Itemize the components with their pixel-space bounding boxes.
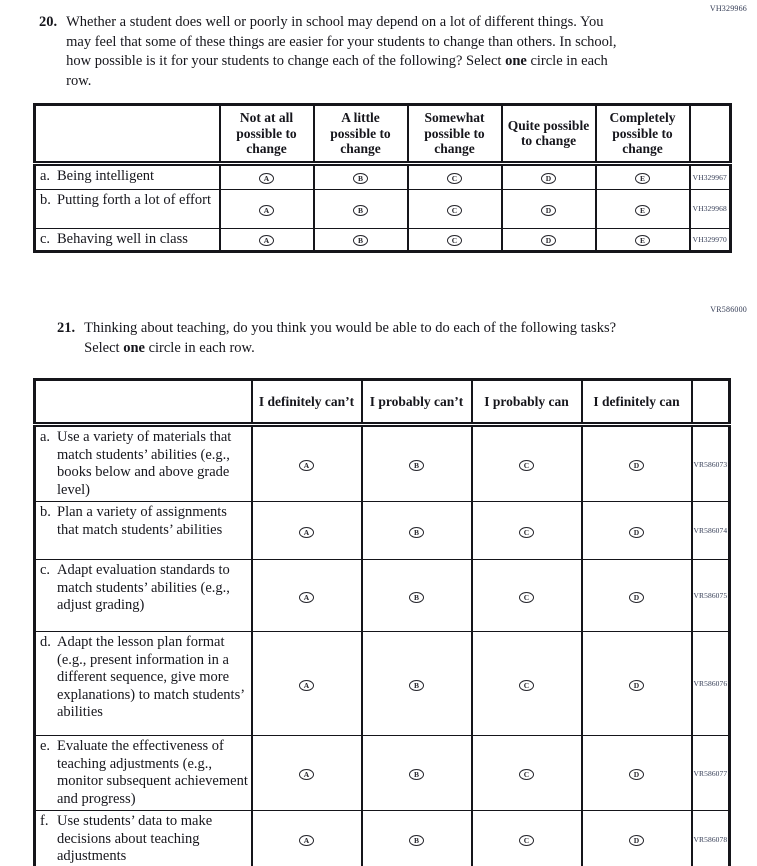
column-header-probably-cant: I probably can’t [362, 380, 472, 425]
option-circle-d[interactable]: D [629, 680, 644, 691]
question-21-response-table [33, 378, 731, 866]
row-letter: b. [40, 191, 51, 208]
column-header-definitely-can: I definitely can [582, 380, 692, 425]
option-cell [362, 560, 472, 632]
option-cell [472, 736, 582, 811]
option-cell [502, 163, 596, 189]
option-circle-b[interactable]: B [409, 592, 424, 603]
question-20-prompt [66, 13, 623, 91]
question-21-code: VR586000 [710, 305, 747, 314]
option-cell [502, 228, 596, 252]
row-label-text: Use students’ data to make decisions about teaching adjustments [57, 813, 213, 864]
option-cell [472, 811, 582, 866]
option-circle-c[interactable]: C [519, 527, 534, 538]
option-circle-a[interactable]: A [299, 460, 314, 471]
row-label-text: Behaving well in class [57, 230, 188, 247]
option-cell [314, 163, 408, 189]
option-cell [362, 425, 472, 502]
item-code: VR586077 [692, 736, 730, 811]
row-label-text: Plan a variety of assignments that match students’ abilities [57, 504, 227, 538]
table-row [35, 228, 731, 252]
option-circle-c[interactable]: C [519, 592, 534, 603]
column-header-somewhat: Somewhat possible to change [408, 105, 502, 164]
option-circle-d[interactable]: D [629, 460, 644, 471]
option-cell [220, 189, 314, 228]
table-row [35, 163, 731, 189]
option-cell [252, 425, 362, 502]
item-code: VH329970 [690, 228, 731, 252]
row-label [35, 502, 252, 560]
row-label-header [35, 380, 252, 425]
option-circle-b[interactable]: B [353, 235, 368, 246]
row-label [35, 811, 252, 866]
option-circle-d[interactable]: D [629, 769, 644, 780]
column-header-definitely-cant: I definitely can’t [252, 380, 362, 425]
option-cell [220, 228, 314, 252]
option-cell [472, 560, 582, 632]
option-circle-b[interactable]: B [409, 680, 424, 691]
option-circle-a[interactable]: A [299, 527, 314, 538]
table-row [35, 189, 731, 228]
option-cell [362, 632, 472, 736]
option-circle-c[interactable]: C [447, 173, 462, 184]
option-circle-a[interactable]: A [259, 205, 274, 216]
option-circle-c[interactable]: C [447, 235, 462, 246]
question-21-prompt-bold: one [123, 339, 145, 356]
option-cell [596, 163, 690, 189]
option-cell [502, 189, 596, 228]
option-circle-a[interactable]: A [299, 769, 314, 780]
option-cell [408, 163, 502, 189]
option-circle-b[interactable]: B [409, 769, 424, 780]
option-circle-a[interactable]: A [299, 680, 314, 691]
option-circle-b[interactable]: B [409, 460, 424, 471]
option-circle-c[interactable]: C [447, 205, 462, 216]
row-letter: d. [40, 634, 51, 650]
row-label [35, 736, 252, 811]
row-label-text: Adapt evaluation standards to match students’ abilities (e.g., adjust grading) [57, 562, 230, 613]
option-cell [252, 632, 362, 736]
row-label-header [35, 105, 220, 164]
row-label [35, 189, 220, 228]
option-circle-e[interactable]: E [635, 173, 650, 184]
question-20-prompt-text: Whether a student does well or poorly in school may depend on a lot of different things. You may feel that some of these things are easier for your students to change than others. In school, how possible is it for your students to change each of the following? Select [66, 14, 617, 69]
option-circle-d[interactable]: D [629, 527, 644, 538]
row-letter: f. [40, 813, 49, 829]
item-code: VH329968 [690, 189, 731, 228]
question-21-prompt-tail: circle in each row. [148, 339, 255, 356]
option-circle-c[interactable]: C [519, 680, 534, 691]
option-cell [472, 632, 582, 736]
question-20-response-table [33, 103, 732, 253]
question-20 [39, 13, 623, 91]
option-cell [408, 189, 502, 228]
row-letter: c. [40, 562, 51, 578]
option-cell [314, 189, 408, 228]
option-cell [596, 228, 690, 252]
option-cell [582, 632, 692, 736]
option-circle-a[interactable]: A [299, 592, 314, 603]
table-header-row [35, 380, 730, 425]
row-label-text: Being intelligent [57, 167, 155, 184]
question-20-number: 20. [39, 14, 58, 30]
row-letter: c. [40, 230, 51, 247]
column-header-a-little: A little possible to change [314, 105, 408, 164]
option-cell [252, 811, 362, 866]
question-21-prompt [84, 319, 646, 358]
option-circle-e[interactable]: E [635, 235, 650, 246]
table-row [35, 425, 730, 502]
option-circle-d[interactable]: D [541, 205, 556, 216]
option-circle-a[interactable]: A [259, 173, 274, 184]
option-circle-b[interactable]: B [353, 205, 368, 216]
option-cell [220, 163, 314, 189]
option-cell [582, 736, 692, 811]
option-cell [252, 736, 362, 811]
option-circle-d[interactable]: D [629, 835, 644, 846]
option-cell [582, 560, 692, 632]
table-row [35, 632, 730, 736]
option-cell [582, 811, 692, 866]
column-header-probably-can: I probably can [472, 380, 582, 425]
row-label-text: Use a variety of materials that match students’ abilities (e.g., books below and above grade level) [57, 429, 232, 498]
option-cell [472, 425, 582, 502]
item-code: VR586078 [692, 811, 730, 866]
option-cell [472, 502, 582, 560]
item-code-header [690, 105, 731, 164]
option-circle-b[interactable]: B [409, 527, 424, 538]
question-20-prompt-tail: circle in each row. [66, 53, 608, 89]
table-header-row [35, 105, 731, 164]
option-circle-b[interactable]: B [353, 173, 368, 184]
row-label [35, 163, 220, 189]
option-cell [362, 736, 472, 811]
question-21-prompt-text: Thinking about teaching, do you think you would be able to do each of the following tasks? Select [84, 320, 617, 356]
question-20-prompt-bold: one [505, 53, 527, 69]
column-header-not-at-all: Not at all possible to change [220, 105, 314, 164]
question-21 [57, 319, 646, 358]
row-letter: a. [40, 167, 51, 184]
row-letter: a. [40, 429, 51, 445]
option-cell [362, 502, 472, 560]
option-cell [362, 811, 472, 866]
row-label-text: Putting forth a lot of effort [57, 191, 211, 208]
option-circle-b[interactable]: B [409, 835, 424, 846]
option-circle-e[interactable]: E [635, 205, 650, 216]
option-cell [582, 502, 692, 560]
table-row [35, 736, 730, 811]
option-circle-c[interactable]: C [519, 769, 534, 780]
option-cell [408, 228, 502, 252]
row-label [35, 632, 252, 736]
item-code-header [692, 380, 730, 425]
option-circle-d[interactable]: D [541, 235, 556, 246]
row-label [35, 228, 220, 252]
item-code: VR586075 [692, 560, 730, 632]
question-20-code: VH329966 [709, 4, 747, 13]
item-code: VR586073 [692, 425, 730, 502]
option-cell [252, 560, 362, 632]
option-cell [596, 189, 690, 228]
table-row [35, 560, 730, 632]
option-circle-d[interactable]: D [629, 592, 644, 603]
option-circle-a[interactable]: A [259, 235, 274, 246]
column-header-quite: Quite possible to change [502, 105, 596, 164]
option-circle-d[interactable]: D [541, 173, 556, 184]
item-code: VR586076 [692, 632, 730, 736]
column-header-completely: Completely possible to change [596, 105, 690, 164]
row-letter: e. [40, 738, 51, 754]
table-row [35, 502, 730, 560]
row-letter: b. [40, 504, 51, 520]
option-cell [314, 228, 408, 252]
question-21-number: 21. [57, 320, 76, 336]
row-label [35, 425, 252, 502]
option-cell [252, 502, 362, 560]
row-label-text: Adapt the lesson plan format (e.g., present information in a different sequence, give more explanations) to match students’ abilities [57, 634, 244, 720]
option-circle-c[interactable]: C [519, 460, 534, 471]
item-code: VH329967 [690, 163, 731, 189]
option-circle-a[interactable]: A [299, 835, 314, 846]
item-code: VR586074 [692, 502, 730, 560]
option-cell [582, 425, 692, 502]
option-circle-c[interactable]: C [519, 835, 534, 846]
row-label [35, 560, 252, 632]
table-row [35, 811, 730, 866]
row-label-text: Evaluate the effectiveness of teaching adjustments (e.g., monitor subsequent achievement and progress) [57, 738, 248, 807]
